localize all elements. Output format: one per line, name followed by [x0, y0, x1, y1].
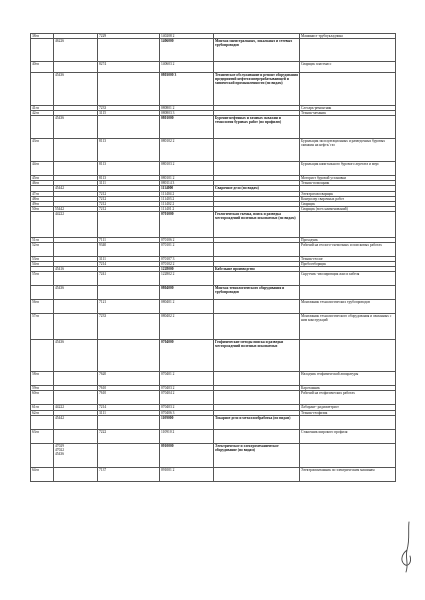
table-row	[31, 73, 396, 106]
table-cell-col5	[214, 314, 300, 340]
table-cell-col3: 7229	[98, 34, 160, 39]
table-row	[31, 415, 396, 429]
table-cell-col3: 7111	[98, 237, 160, 242]
table-cell-col1: 44гп	[31, 162, 54, 176]
table-cell-col1: 50гп	[31, 206, 54, 211]
table-cell-col3	[98, 39, 160, 62]
table-cell-col6	[300, 286, 396, 300]
table-cell-col2: 47029 47022 45436	[54, 443, 98, 467]
table-cell-col6: Электромонтажник по электрическим машинам	[300, 467, 396, 481]
table-cell-col4: 0701000	[160, 211, 214, 237]
table-cell-col3: 7212	[98, 191, 160, 196]
table-row	[31, 300, 396, 314]
table-cell-col6: Машинист трубоукладчика	[300, 34, 396, 39]
table-cell-col6: Техник-помощник	[300, 181, 396, 186]
table-cell-col5: Геофизические методы поиска и разведки месторождений полезных ископаемых	[214, 340, 300, 372]
table-cell-col3	[98, 443, 160, 467]
table-cell-col6: Контролер сварочных работ	[300, 196, 396, 201]
table-cell-col3: 7137	[98, 467, 160, 481]
table-cell-col2	[54, 243, 98, 257]
table-cell-col3: 7610	[98, 391, 160, 405]
table-cell-col6: Техник-механик	[300, 111, 396, 116]
table-cell-col2	[54, 429, 98, 443]
table-cell-col3: 8113	[98, 139, 160, 162]
table-cell-col4: 070406 3	[160, 410, 214, 415]
table-cell-col3	[98, 286, 160, 300]
table-cell-col4: 0910000	[160, 443, 214, 467]
table-row	[31, 314, 396, 340]
table-cell-col2: 45416	[54, 267, 98, 272]
table-cell-col6: Моторист буровой установки	[300, 176, 396, 181]
table-cell-col6: Рабочий на геофизических работах	[300, 391, 396, 405]
table-cell-col4: 070107 3	[160, 257, 214, 262]
table-cell-col4: 140208 2	[160, 34, 214, 39]
table-row	[31, 243, 396, 257]
table-cell-col3: 7121	[98, 300, 160, 314]
table-cell-col6: Пробоотборщик	[300, 262, 396, 267]
table-cell-col2: 45436	[54, 116, 98, 139]
table-row	[31, 467, 396, 481]
table-cell-col1: 46гп	[31, 181, 54, 186]
table-row	[31, 372, 396, 386]
table-cell-col1: 55гп	[31, 272, 54, 286]
table-cell-col1	[31, 116, 54, 139]
table-cell-col4: 111401 2	[160, 206, 214, 211]
table-cell-col4: 070401 2	[160, 372, 214, 386]
table-cell-col6: Рабочий на геолого-съемочных и поисковых работах	[300, 243, 396, 257]
table-row	[31, 116, 396, 139]
table-cell-col2: 45442	[54, 415, 98, 429]
table-cell-col6: Скрутчик -изолировщик жил и кабеля	[300, 272, 396, 286]
table-cell-col3: 7222	[98, 429, 160, 443]
table-cell-col4: 140603 2	[160, 62, 214, 73]
table-cell-col1: 38гп	[31, 34, 54, 39]
table-cell-col3	[98, 415, 160, 429]
table-cell-col1: 61гп	[31, 405, 54, 410]
table-cell-col1: 53гп	[31, 257, 54, 262]
table-row	[31, 391, 396, 405]
table-cell-col1: 57гп	[31, 314, 54, 340]
table-cell-col6: Бурильщик капитального бурового агрегата и мерс	[300, 162, 396, 176]
table-cell-col4: 1109000	[160, 415, 214, 429]
table-cell-col1	[31, 73, 54, 106]
table-cell-col4: 080102 2	[160, 139, 214, 162]
table-cell-col5	[214, 467, 300, 481]
table-cell-col6: Проходчик	[300, 237, 396, 242]
table-cell-col6: Монтажник технологического оборудования и связанных с ним конструкций	[300, 314, 396, 340]
table-cell-col6	[300, 39, 396, 62]
table-cell-col4: 080402 2	[160, 314, 214, 340]
table-cell-col4: 0803000 3	[160, 73, 214, 106]
table-cell-col4: 070106 2	[160, 237, 214, 242]
specialty-table-body	[31, 34, 396, 482]
table-cell-col6: Сварщик пластмасс	[300, 62, 396, 73]
table-cell-col1: 47гп	[31, 191, 54, 196]
table-cell-col1: 64гп	[31, 467, 54, 481]
table-cell-col1: 43гп	[31, 139, 54, 162]
table-cell-col3: 3111	[98, 257, 160, 262]
table-cell-col4: 070102 2	[160, 262, 214, 267]
table-cell-col5: Сварочное дело (по видам)	[214, 186, 300, 191]
table-cell-col1: 40гп	[31, 62, 54, 73]
table-cell-col4: 1114000	[160, 186, 214, 191]
table-cell-col4: 080803 3	[160, 111, 214, 116]
table-cell-col4: 080114 3	[160, 181, 214, 186]
table-cell-col3: 8113	[98, 162, 160, 176]
table-cell-col3: 7214	[98, 405, 160, 410]
table-cell-col1: 60гп	[31, 391, 54, 405]
table-cell-col2: 46226	[54, 39, 98, 62]
table-cell-col6: Техник-геофизик	[300, 410, 396, 415]
table-cell-col6: Слесарь-ремонтник	[300, 106, 396, 111]
table-cell-col1: 49гп	[31, 201, 54, 206]
table-cell-col4: 080801 2	[160, 106, 214, 111]
table-cell-col6: Лаборант- радиометрист	[300, 405, 396, 410]
table-cell-col1: 56гп	[31, 300, 54, 314]
table-cell-col4: 080101 2	[160, 176, 214, 181]
table-cell-col5	[214, 429, 300, 443]
table-cell-col2: 45436	[54, 286, 98, 300]
table-cell-col2	[54, 372, 98, 386]
table-cell-col4: 111404 2	[160, 191, 214, 196]
table-cell-col3: 7212	[98, 206, 160, 211]
table-cell-col2: 45436	[54, 73, 98, 106]
table-cell-col3: 8274	[98, 62, 160, 73]
table-cell-col6: Бурильщик эксплуатационных и разведочных буровых скважин на нефть/ газ	[300, 139, 396, 162]
table-cell-col6: Сварщик (всех наименований)	[300, 206, 396, 211]
table-cell-col2	[54, 300, 98, 314]
table-cell-col1: 52гп	[31, 243, 54, 257]
table-cell-col6	[300, 73, 396, 106]
table-cell-col4: 0801000	[160, 116, 214, 139]
table-cell-col5	[214, 162, 300, 176]
table-cell-col1	[31, 286, 54, 300]
table-cell-col6: Станочник широкого профиля	[300, 429, 396, 443]
table-cell-col5: Техническое обслуживание и ремонт оборудования предприятий нефтегазоперерабатывающей и химической промышленности (по видам)	[214, 73, 300, 106]
table-cell-col1: 42гп	[31, 111, 54, 116]
table-row	[31, 162, 396, 176]
table-row	[31, 39, 396, 62]
table-cell-col3	[98, 211, 160, 237]
table-cell-col3: 7610	[98, 386, 160, 391]
table-cell-col4: 070101 2	[160, 243, 214, 257]
table-row	[31, 139, 396, 162]
table-cell-col2	[54, 162, 98, 176]
table-cell-col6	[300, 211, 396, 237]
table-cell-col6: Наладчик геофизической аппаратуры	[300, 372, 396, 386]
table-cell-col3: 9340	[98, 243, 160, 257]
table-cell-col5: Геологическая съемка, поиск и разведка месторождений полезных ископаемых (по видам)	[214, 211, 300, 237]
table-cell-col6	[300, 340, 396, 372]
table-cell-col4: 080401 2	[160, 300, 214, 314]
table-cell-col4: 1228000	[160, 267, 214, 272]
table-cell-col5	[214, 272, 300, 286]
table-cell-col2	[54, 314, 98, 340]
table-cell-col1	[31, 39, 54, 62]
table-cell-col3: 3115	[98, 111, 160, 116]
table-cell-col2	[54, 139, 98, 162]
table-cell-col4: 111402 2	[160, 201, 214, 206]
table-cell-col5: Токарное дело и металлообработка (по видам)	[214, 415, 300, 429]
table-cell-col2: 55442	[54, 206, 98, 211]
table-cell-col2	[54, 467, 98, 481]
table-row	[31, 62, 396, 73]
table-cell-col6: Каротажник	[300, 386, 396, 391]
table-cell-col6	[300, 415, 396, 429]
table-cell-col3: 8113	[98, 176, 160, 181]
table-cell-col1	[31, 211, 54, 237]
table-cell-col3: 7233	[98, 314, 160, 340]
table-cell-col4: 070404 2	[160, 391, 214, 405]
table-cell-col1: 63гп	[31, 429, 54, 443]
table-cell-col3	[98, 73, 160, 106]
table-cell-col4: 111403 2	[160, 196, 214, 201]
table-cell-col1: 59гп	[31, 386, 54, 391]
specialty-table	[30, 33, 396, 482]
table-cell-col3: 7241	[98, 272, 160, 286]
table-cell-col4: 1406000	[160, 39, 214, 62]
table-row	[31, 211, 396, 237]
table-cell-col1: 41гп	[31, 106, 54, 111]
table-cell-col3	[98, 340, 160, 372]
table-cell-col5: Электрическое и электромеханическое оборудование (по видам)	[214, 443, 300, 467]
table-cell-col3	[98, 116, 160, 139]
table-cell-col5	[214, 243, 300, 257]
table-cell-col3: 3111	[98, 410, 160, 415]
table-cell-col6: Сварщик	[300, 201, 396, 206]
table-cell-col2: 45442	[54, 186, 98, 191]
table-cell-col5	[214, 391, 300, 405]
table-cell-col1: 45гп	[31, 176, 54, 181]
table-cell-col3: 7212	[98, 196, 160, 201]
table-cell-col6	[300, 116, 396, 139]
table-cell-col3: 7620	[98, 372, 160, 386]
table-cell-col1: 58гп	[31, 372, 54, 386]
table-row	[31, 429, 396, 443]
table-cell-col2	[54, 272, 98, 286]
table-row	[31, 340, 396, 372]
table-cell-col5	[214, 300, 300, 314]
table-cell-col4: 122802 2	[160, 272, 214, 286]
table-cell-col5: Бурение нефтяных и газовых скважин и технология буровых работ (по профилю)	[214, 116, 300, 139]
table-cell-col1: 51гп	[31, 237, 54, 242]
table-cell-col6: Монтажник технологических трубопроводов	[300, 300, 396, 314]
table-cell-col4: 110910 2	[160, 429, 214, 443]
table-cell-col1: 54гп	[31, 262, 54, 267]
table-cell-col1	[31, 340, 54, 372]
table-cell-col5: Монтаж технологического оборудования и трубопроводов	[214, 286, 300, 300]
table-row	[31, 286, 396, 300]
table-row	[31, 443, 396, 467]
table-cell-col2	[54, 391, 98, 405]
table-cell-col3: 3111	[98, 181, 160, 186]
table-cell-col2: 44222	[54, 211, 98, 237]
table-cell-col3: 7214	[98, 262, 160, 267]
table-cell-col4: 080103 2	[160, 162, 214, 176]
table-cell-col4: 0804000	[160, 286, 214, 300]
table-cell-col3: 7212	[98, 201, 160, 206]
table-cell-col1	[31, 443, 54, 467]
table-cell-col6	[300, 443, 396, 467]
table-cell-col5	[214, 372, 300, 386]
table-row	[31, 272, 396, 286]
table-cell-col4: 0704000	[160, 340, 214, 372]
table-cell-col3: 7233	[98, 106, 160, 111]
table-cell-col6: Электрогазосварщик	[300, 191, 396, 196]
table-cell-col5: Монтаж магистральных, локальных и сетевых трубопроводов	[214, 39, 300, 62]
table-cell-col2: 44222	[54, 405, 98, 410]
table-cell-col2	[54, 62, 98, 73]
table-cell-col4: 070403 2	[160, 386, 214, 391]
table-cell-col1: 48гп	[31, 196, 54, 201]
table-cell-col5: Кабельное производство	[214, 267, 300, 272]
table-cell-col1: 62гп	[31, 410, 54, 415]
table-cell-col5	[214, 139, 300, 162]
table-cell-col2: 45436	[54, 340, 98, 372]
signature-mark	[395, 520, 419, 578]
table-cell-col1	[31, 415, 54, 429]
table-cell-col4: 091001 2	[160, 467, 214, 481]
table-cell-col4: 070403 2	[160, 405, 214, 410]
table-cell-col5	[214, 62, 300, 73]
table-cell-col6: Техник-геолог	[300, 257, 396, 262]
document-page	[30, 33, 395, 482]
